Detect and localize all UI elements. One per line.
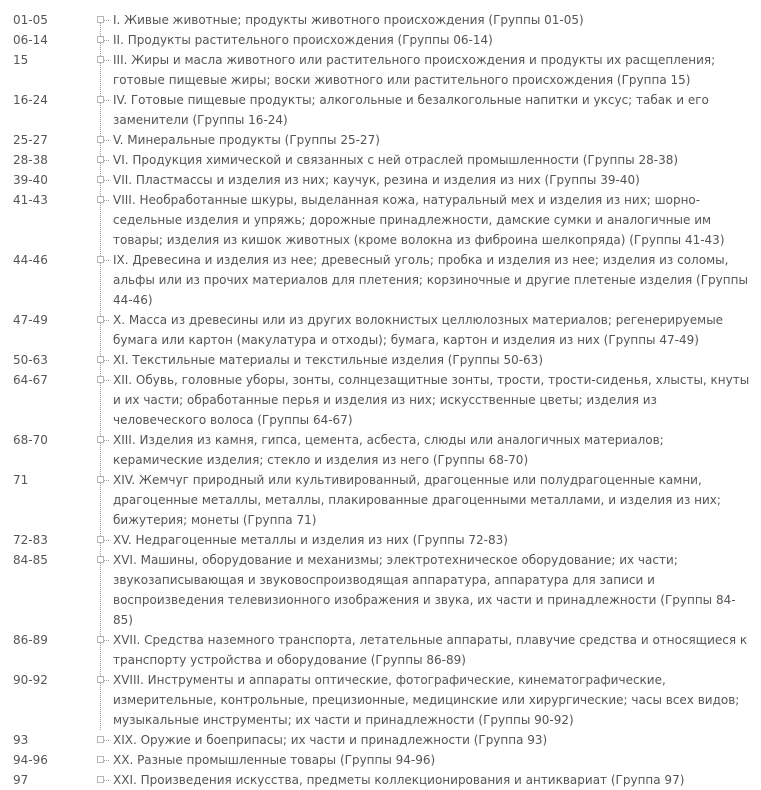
tree-row[interactable] — [0, 250, 761, 310]
expand-toggle-icon[interactable] — [97, 630, 113, 650]
tree-row[interactable] — [0, 770, 761, 790]
tree-row[interactable] — [0, 190, 761, 250]
tree-row[interactable] — [0, 10, 761, 30]
expand-toggle-icon[interactable] — [97, 770, 113, 790]
tree-row[interactable] — [0, 350, 761, 370]
section-code: 15 — [13, 53, 29, 67]
tree-row[interactable] — [0, 370, 761, 430]
section-code: 93 — [13, 733, 29, 747]
tree-row[interactable] — [0, 90, 761, 130]
section-code: 64-67 — [13, 373, 48, 387]
section-code: 94-96 — [13, 753, 48, 767]
tree-row[interactable] — [0, 50, 761, 90]
tree-row[interactable] — [0, 670, 761, 730]
expand-toggle-icon[interactable] — [97, 470, 113, 490]
expand-toggle-icon[interactable] — [97, 190, 113, 210]
section-code: 44-46 — [13, 253, 48, 267]
expand-toggle-icon[interactable] — [97, 730, 113, 750]
section-link[interactable]: XV. Недрагоценные металлы и изделия из них (Группы 72-83) — [113, 533, 508, 547]
tree-row[interactable] — [0, 750, 761, 770]
tree-rows — [0, 10, 761, 790]
section-link[interactable]: XXI. Произведения искусства, предметы коллекционирования и антиквариат (Группа 97) — [113, 773, 685, 787]
section-link[interactable]: I. Живые животные; продукты животного происхождения (Группы 01-05) — [113, 13, 584, 27]
expand-toggle-icon[interactable] — [97, 430, 113, 450]
section-code: 16-24 — [13, 93, 48, 107]
section-link[interactable]: IX. Древесина и изделия из нее; древесный уголь; пробка и изделия из нее; изделия из соломы, альфы или из прочих материалов для плетения; корзиночные и другие плетеные изделия (Группы 44-46) — [113, 253, 748, 307]
expand-toggle-icon[interactable] — [97, 30, 113, 50]
section-link[interactable]: X. Масса из древесины или из других волокнистых целлюлозных материалов; регенерируемые бумага или картон (макулатура и отходы); бумага, картон и изделия из них (Группы 47-49) — [113, 313, 724, 347]
section-code: 01-05 — [13, 13, 48, 27]
section-code: 41-43 — [13, 193, 48, 207]
expand-toggle-icon[interactable] — [97, 370, 113, 390]
section-code: 50-63 — [13, 353, 48, 367]
section-code: 72-83 — [13, 533, 48, 547]
section-link[interactable]: XVIII. Инструменты и аппараты оптические, фотографические, кинематографические, измерительные, контрольные, прецизионные, медицинские или хирургические; часы всех видов; музыкальные инструменты; их части и принадлежности (Группы 90-92) — [113, 673, 740, 727]
section-link[interactable]: XI. Текстильные материалы и текстильные изделия (Группы 50-63) — [113, 353, 543, 367]
tree-row[interactable] — [0, 730, 761, 750]
section-link[interactable]: XII. Обувь, головные уборы, зонты, солнцезащитные зонты, трости, трости-сиденья, хлысты, кнуты и их части; обработанные перья и изделия из них; искусственные цветы; изделия из человеческого волоса (Группы 64-67) — [113, 373, 750, 427]
section-link[interactable]: VI. Продукция химической и связанных с ней отраслей промышленности (Группы 28-38) — [113, 153, 679, 167]
section-code: 84-85 — [13, 553, 48, 567]
section-link[interactable]: III. Жиры и масла животного или растительного происхождения и продукты их расщепления; готовые пищевые жиры; воски животного или растительного происхождения (Группа 15) — [113, 53, 716, 87]
section-link[interactable]: XIII. Изделия из камня, гипса, цемента, асбеста, слюды или аналогичных материалов; керамические изделия; стекло и изделия из него (Группы 68-70) — [113, 433, 664, 467]
tree-row[interactable] — [0, 530, 761, 550]
section-link[interactable]: XIV. Жемчуг природный или культивированный, драгоценные или полудрагоценные камни, драгоценные металлы, металлы, плакированные драгоценными металлами, и изделия из них; бижутерия; монеты (Группа 71) — [113, 473, 721, 527]
section-link[interactable]: XVII. Средства наземного транспорта, летательные аппараты, плавучие средства и относящиеся к транспорту устройства и оборудование (Группы 86-89) — [113, 633, 748, 667]
section-link[interactable]: IV. Готовые пищевые продукты; алкогольные и безалкогольные напитки и уксус; табак и его заменители (Группы 16-24) — [113, 93, 709, 127]
tree-row[interactable] — [0, 310, 761, 350]
expand-toggle-icon[interactable] — [97, 130, 113, 150]
section-code: 28-38 — [13, 153, 48, 167]
expand-toggle-icon[interactable] — [97, 250, 113, 270]
section-code: 47-49 — [13, 313, 48, 327]
section-code: 06-14 — [13, 33, 48, 47]
expand-toggle-icon[interactable] — [97, 670, 113, 690]
expand-toggle-icon[interactable] — [97, 10, 113, 30]
tree-row[interactable] — [0, 150, 761, 170]
expand-toggle-icon[interactable] — [97, 550, 113, 570]
section-link[interactable]: XX. Разные промышленные товары (Группы 94-96) — [113, 753, 436, 767]
expand-toggle-icon[interactable] — [97, 530, 113, 550]
section-code: 39-40 — [13, 173, 48, 187]
tree-row[interactable] — [0, 130, 761, 150]
section-code: 68-70 — [13, 433, 48, 447]
section-link[interactable]: II. Продукты растительного происхождения (Группы 06-14) — [113, 33, 493, 47]
section-link[interactable]: XIX. Оружие и боеприпасы; их части и принадлежности (Группа 93) — [113, 733, 548, 747]
tree-row[interactable] — [0, 550, 761, 630]
tree-row[interactable] — [0, 30, 761, 50]
expand-toggle-icon[interactable] — [97, 90, 113, 110]
section-code: 25-27 — [13, 133, 48, 147]
tree-row[interactable] — [0, 470, 761, 530]
section-code: 86-89 — [13, 633, 48, 647]
expand-toggle-icon[interactable] — [97, 310, 113, 330]
section-link[interactable]: V. Минеральные продукты (Группы 25-27) — [113, 133, 380, 147]
section-link[interactable]: XVI. Машины, оборудование и механизмы; электротехническое оборудование; их части; звукозаписывающая и звуковоспроизводящая аппаратура, аппаратура для записи и воспроизведения телевизионного изображения и звука, их части и принадлежности (Группы 84-85) — [113, 553, 736, 627]
section-link[interactable]: VIII. Необработанные шкуры, выделанная кожа, натуральный мех и изделия из них; шорно-седельные изделия и упряжь; дорожные принадлежности, дамские сумки и аналогичные им товары; изделия из кишок животных (кроме волокна из фиброина шелкопряда) (Группы 41-43) — [113, 193, 725, 247]
expand-toggle-icon[interactable] — [97, 750, 113, 770]
section-link[interactable]: VII. Пластмассы и изделия из них; каучук, резина и изделия из них (Группы 39-40) — [113, 173, 640, 187]
section-code: 71 — [13, 473, 29, 487]
tree-row[interactable] — [0, 170, 761, 190]
section-code: 90-92 — [13, 673, 48, 687]
expand-toggle-icon[interactable] — [97, 50, 113, 70]
section-code: 97 — [13, 773, 29, 787]
expand-toggle-icon[interactable] — [97, 170, 113, 190]
tree-row[interactable] — [0, 630, 761, 670]
expand-toggle-icon[interactable] — [97, 150, 113, 170]
tree-row[interactable] — [0, 430, 761, 470]
expand-toggle-icon[interactable] — [97, 350, 113, 370]
